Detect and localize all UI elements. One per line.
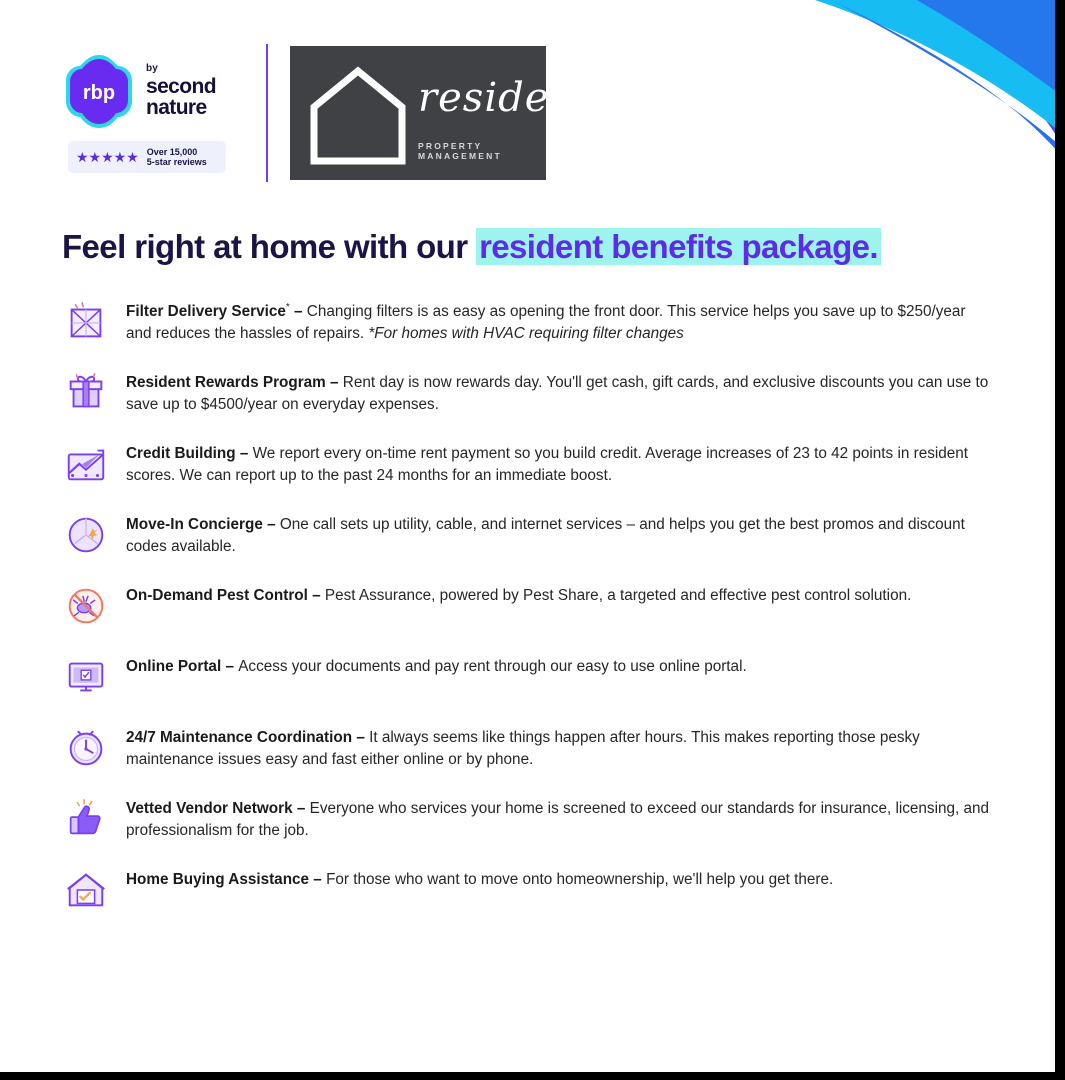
benefit-body: One call sets up utility, cable, and internet services – and helps you get the best promos and discount codes available. xyxy=(126,516,965,555)
benefit-footnote: *For homes with HVAC requiring filter changes xyxy=(368,324,684,342)
rbp-brand-block xyxy=(62,53,252,174)
benefit-title-footnote-marker: * xyxy=(285,302,290,313)
benefit-item xyxy=(62,864,992,914)
benefit-title: Move-In Concierge xyxy=(126,516,263,534)
benefit-title: Credit Building xyxy=(126,445,236,463)
second-nature-line2: nature xyxy=(146,96,207,120)
benefit-dash: – xyxy=(221,658,239,676)
filter-icon xyxy=(62,298,110,346)
benefit-item xyxy=(62,296,992,346)
benefit-title: Vetted Vendor Network xyxy=(126,800,293,818)
reviews-label: 5-star reviews xyxy=(146,157,207,167)
benefit-item xyxy=(62,793,992,843)
benefit-dash: – xyxy=(307,587,325,605)
benefit-text xyxy=(126,864,833,891)
benefit-body: We report every on-time rent payment so you build credit. Average increases of 23 to 42 points in resident scores. We can report up to the past 24 months for an immediate boost. xyxy=(126,445,969,484)
home-buying-icon xyxy=(62,866,110,914)
rbp-logo-icon xyxy=(62,53,136,131)
move-in-concierge-icon xyxy=(62,511,110,559)
benefit-title: Home Buying Assistance xyxy=(126,871,310,889)
logo-divider xyxy=(266,44,268,182)
benefit-dash: – xyxy=(235,445,253,463)
benefit-item xyxy=(62,367,992,417)
benefit-dash: – xyxy=(352,729,370,747)
benefit-text xyxy=(126,296,992,345)
online-portal-icon xyxy=(62,653,110,701)
benefit-text xyxy=(126,509,992,558)
pest-control-icon xyxy=(62,582,110,630)
benefit-body: It always seems like things happen after hours. This makes reporting those pesky maintenance issues easy and fast either online or by phone. xyxy=(126,729,920,768)
clock-icon xyxy=(62,724,110,772)
reviews-count: Over 15,000 xyxy=(146,146,198,157)
benefit-body: Pest Assurance, powered by Pest Share, a targeted and effective pest control solution. xyxy=(324,587,912,605)
benefit-title: Online Portal xyxy=(126,658,222,676)
reside-logo xyxy=(290,46,550,180)
benefit-dash: – xyxy=(325,374,343,392)
benefit-body: Rent day is now rewards day. You'll get cash, gift cards, and exclusive discounts you can use to save up to $4500/year on everyday expenses. xyxy=(126,374,989,413)
benefit-dash: – xyxy=(309,871,327,889)
benefit-item xyxy=(62,580,992,630)
benefit-item xyxy=(62,509,992,559)
credit-chart-icon xyxy=(62,440,110,488)
benefit-text xyxy=(126,651,747,678)
benefit-text xyxy=(126,722,992,771)
reviews-badge xyxy=(68,141,226,174)
benefit-body: For those who want to move onto homeownership, we'll help you get there. xyxy=(326,871,834,889)
benefit-title: Resident Rewards Program xyxy=(126,374,326,392)
benefit-text xyxy=(126,580,911,607)
benefit-dash: – xyxy=(292,800,310,818)
page-title xyxy=(62,228,881,266)
reside-tagline: PROPERTY MANAGEMENT xyxy=(418,141,502,161)
benefit-item xyxy=(62,438,992,488)
benefit-dash: – xyxy=(289,303,307,321)
benefit-body: Access your documents and pay rent through our easy to use online portal. xyxy=(238,658,747,676)
benefit-text xyxy=(126,793,992,842)
star-rating-icon: ★★★★★ xyxy=(76,149,139,165)
svg-text:rbp: rbp xyxy=(82,81,116,104)
benefits-list xyxy=(62,296,992,935)
benefit-text xyxy=(126,367,992,416)
frame-edge-right xyxy=(1055,0,1065,1080)
benefit-item xyxy=(62,722,992,772)
benefit-title: 24/7 Maintenance Coordination xyxy=(126,729,353,747)
benefit-title: Filter Delivery Service xyxy=(126,303,286,321)
headline-lead: Feel right at home with our xyxy=(62,228,477,265)
rbp-by-label: by xyxy=(146,63,159,75)
reside-wordmark: reside xyxy=(418,75,550,121)
benefit-text xyxy=(126,438,992,487)
benefit-dash: – xyxy=(262,516,280,534)
gift-icon xyxy=(62,369,110,417)
second-nature-line1: second xyxy=(146,74,216,98)
benefit-body: Everyone who services your home is screened to exceed our standards for insurance, licensing, and professionalism for the job. xyxy=(126,800,989,839)
benefit-item xyxy=(62,651,992,701)
benefit-body: Changing filters is as easy as opening the front door. This service helps you save up to $250/year and reduces the hassles of repairs. xyxy=(126,303,966,342)
benefit-title: On-Demand Pest Control xyxy=(126,587,308,605)
header-logos xyxy=(62,44,550,182)
frame-edge-bottom xyxy=(0,1072,1065,1080)
headline-highlight: resident benefits package. xyxy=(476,228,881,265)
thumbs-up-icon xyxy=(62,795,110,843)
